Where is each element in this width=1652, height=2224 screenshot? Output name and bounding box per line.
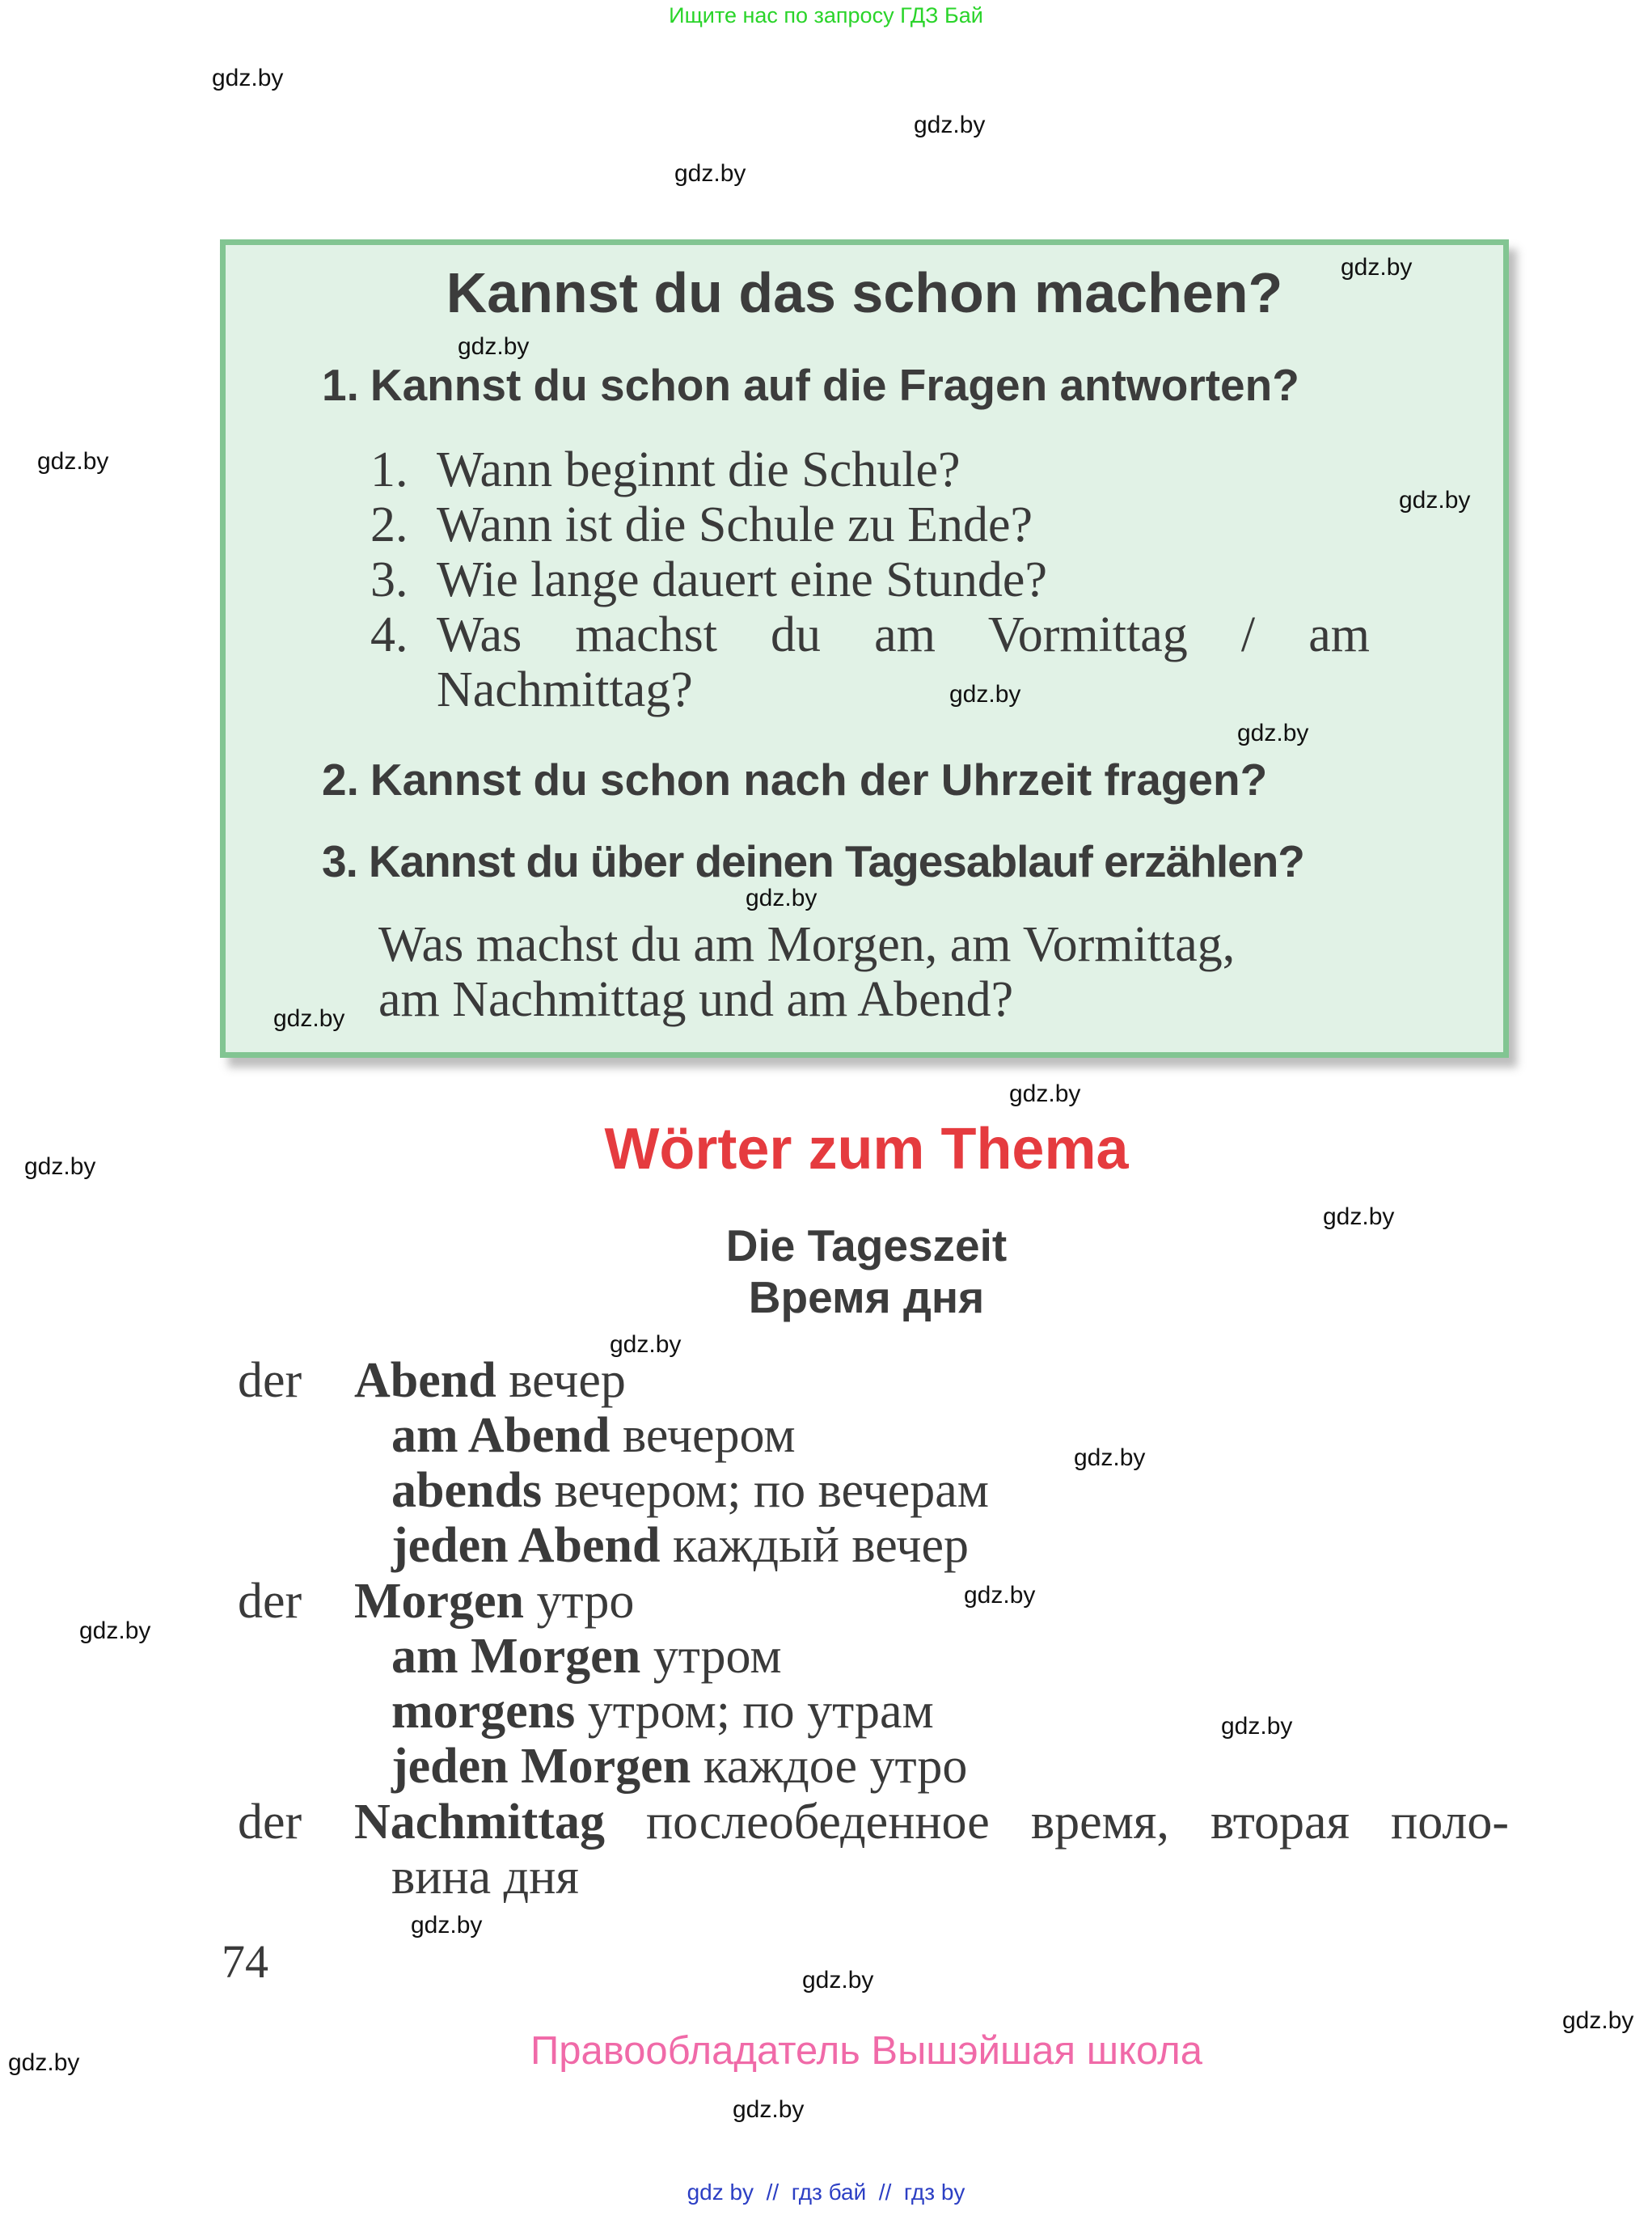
question-1-item-4 [370,607,1370,664]
question-3-text: Kannst du über deinen Tagesablauf erzählen? [368,836,1304,886]
question-1-item-4-continuation: Nachmittag? [437,662,693,717]
watermark: gdz.by [964,1582,1036,1609]
item-text: Wann ist die Schule zu Ende? [437,497,1033,552]
vocab-sub-entry [391,1738,967,1795]
question-1-item-1 [370,442,961,499]
item-text: Wann beginnt die Schule? [437,442,961,497]
vocab-entry [238,1794,1509,1851]
watermark: gdz.by [914,112,986,138]
vocab-sub-entry [391,1462,989,1520]
watermark: gdz.by [458,333,530,360]
question-3-number: 3. [322,836,357,886]
vocab-translation: утро [536,1574,635,1629]
item-text: Was machst du am Vormittag / am [437,607,1370,662]
item-number: 3. [370,552,408,607]
watermark: gdz.by [949,681,1021,708]
vocab-word: Abend [354,1353,496,1408]
vocab-line [354,1794,1509,1851]
vocab-translation: послеобеденное время, вторая поло- [646,1795,1509,1850]
vocab-translation: вечером [622,1408,796,1463]
box-title: Kannst du das schon machen? [446,261,1283,324]
vocab-translation: каждый вечер [672,1518,969,1573]
item-text: Wie lange dauert eine Stunde? [437,552,1047,607]
watermark: gdz.by [746,885,818,911]
question-3-text-line-1: Was machst du am Morgen, am Vormittag, [378,917,1236,972]
vocab-entry [238,1573,634,1630]
question-1-item-3 [370,552,1047,609]
vocab-phrase: abends [391,1463,543,1518]
watermark: gdz.by [411,1912,483,1939]
watermark: gdz.by [8,2049,80,2076]
question-2-text: Kannst du schon nach der Uhrzeit fragen? [370,755,1268,805]
question-1-text: Kannst du schon auf die Fragen antworten? [370,360,1299,410]
watermark: gdz.by [1399,487,1471,514]
vocab-sub-entry [391,1517,969,1575]
page-number: 74 [222,1935,268,1988]
question-2-number: 2. [322,755,359,805]
watermark: gdz.by [1009,1080,1081,1107]
watermark: gdz.by [1221,1713,1293,1740]
section-heading-ru: Время дня [748,1272,985,1322]
question-1-number: 1. [322,360,359,410]
vocab-translation: утром; по утрам [587,1684,934,1739]
vocab-article: der [238,1353,302,1408]
words-title: Wörter zum Thema [604,1117,1129,1182]
vocab-phrase: am Morgen [391,1629,641,1684]
item-number: 4. [370,607,408,662]
vocab-article: der [238,1795,302,1850]
watermark: gdz.by [1074,1444,1146,1471]
vocab-phrase: am Abend [391,1408,611,1463]
footer-links[interactable]: gdz by // гдз бай // гдз by [687,2180,965,2205]
watermark: gdz.by [802,1967,874,1994]
watermark: gdz.by [79,1617,151,1644]
watermark: gdz.by [1341,254,1413,281]
watermark: gdz.by [610,1331,682,1358]
vocab-sub-entry [391,1683,934,1740]
question-1-item-2 [370,497,1033,554]
vocab-word: Morgen [354,1574,525,1629]
section-heading-de: Die Tageszeit [725,1220,1008,1271]
watermark: gdz.by [1323,1203,1395,1230]
vocab-entry [238,1352,626,1410]
vocab-sub-entry [391,1407,796,1465]
question-1-heading [322,359,1299,411]
top-search-note: Ищите нас по запросу ГДЗ Бай [669,3,983,27]
watermark: gdz.by [1237,720,1309,746]
watermark: gdz.by [273,1005,345,1032]
item-number: 1. [370,442,408,497]
watermark: gdz.by [674,160,746,187]
vocab-phrase: morgens [391,1684,576,1739]
vocab-translation: вечер [509,1353,626,1408]
vocab-translation: утром [653,1629,782,1684]
vocab-phrase: jeden Morgen [391,1739,691,1794]
question-3-text-line-2: am Nachmittag und am Abend? [378,972,1014,1027]
vocab-word: Nachmittag [354,1795,605,1850]
copyright-holder: Правообладатель Вышэйшая школа [530,2029,1203,2073]
vocab-phrase: jeden Abend [391,1518,661,1573]
vocab-translation-continuation: вина дня [391,1850,579,1905]
question-3-heading [322,835,1304,887]
watermark: gdz.by [733,2096,805,2123]
vocab-translation: вечером; по вечерам [554,1463,989,1518]
question-2-heading [322,754,1267,805]
watermark: gdz.by [24,1153,96,1180]
item-number: 2. [370,497,408,552]
watermark: gdz.by [1562,2007,1634,2034]
vocab-sub-entry [391,1628,782,1685]
vocab-translation: каждое утро [703,1739,968,1794]
vocab-article: der [238,1574,302,1629]
watermark: gdz.by [37,448,109,475]
watermark: gdz.by [212,65,284,91]
